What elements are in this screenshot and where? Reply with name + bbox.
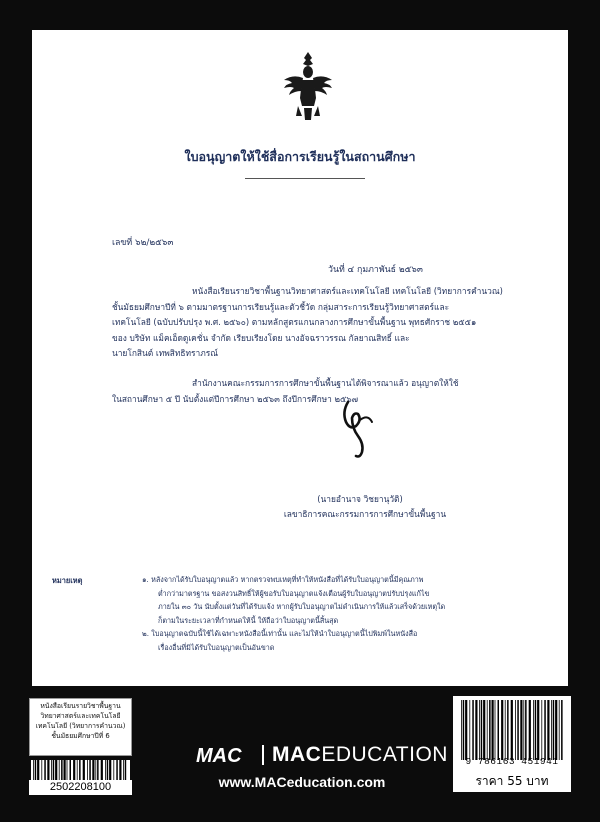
barcode-bar xyxy=(537,700,539,760)
barcode-bar xyxy=(511,700,513,760)
note-line: เรื่องอื่นที่มิได้รับใบอนุญาตเป็นอันขาด xyxy=(158,642,275,652)
paragraph-line: ในสถานศึกษา ๕ ปี นับตั้งแต่ปีการศึกษา ๒๕๖๓ ถึงปีการศึกษา ๒๕๖๗ xyxy=(112,393,358,404)
barcode-bar xyxy=(505,700,506,760)
note-item: ๒. ใบอนุญาตฉบับนี้ใช้ได้เฉพาะหนังสือนี้เท่านั้น และไม่ให้นำใบอนุญาตนี้ไปพิมพ์ในหนังสือ xyxy=(142,629,418,638)
signer-title: เลขาธิการคณะกรรมการการศึกษาขั้นพื้นฐาน xyxy=(283,509,447,519)
document-date: วันที่ ๔ กุมภาพันธ์ ๒๕๖๓ xyxy=(328,265,423,275)
document-title: ใบอนุญาตให้ใช้สื่อการเรียนรู้ในสถานศึกษา xyxy=(184,149,416,164)
brand-divider xyxy=(262,745,264,765)
barcode-bar xyxy=(483,700,485,760)
barcode-bar xyxy=(481,700,483,760)
barcode-bar xyxy=(489,700,491,760)
paragraph-line: นายโกสินต์ เทพสิทธิทราภรณ์ xyxy=(112,348,219,358)
barcode-bar xyxy=(559,700,560,760)
paragraph-line: ของ บริษัท แม็คเอ็ดดูเคชั่น จำกัด เรียบเรียงโดย นางอัจฉราวรรณ กัลยาณสิทธิ์ และ xyxy=(112,332,410,343)
isbn-block xyxy=(453,696,571,792)
paragraph-line: เทคโนโลยี (ฉบับปรับปรุง พ.ศ. ๒๕๖๐) ตามหลักสูตรแกนกลางการศึกษาขั้นพื้นฐาน พุทธศักราช ๒๕๕๑ xyxy=(112,317,477,327)
book-info-line: หนังสือเรียนรายวิชาพื้นฐาน xyxy=(40,702,121,710)
barcode-bar xyxy=(492,700,494,760)
barcode-bar xyxy=(533,700,534,760)
paragraph-line: ชั้นมัธยมศึกษาปีที่ ๖ ตามมาตรฐานการเรียนรู้และตัวชี้วัด กลุ่มสาระการเรียนรู้วิทยาศาสตร์และ xyxy=(112,301,450,312)
note-line: ภายใน ๓๐ วัน นับตั้งแต่วันที่ได้รับแจ้ง หากผู้รับใบอนุญาตไม่ดำเนินการให้แล้วเสร็จด้วยเหตุใด xyxy=(158,602,446,611)
license-paragraph-1 xyxy=(112,284,522,362)
book-info-label xyxy=(29,698,132,756)
publisher-brand xyxy=(196,741,448,769)
brand-name-rest: EDUCATION xyxy=(321,743,448,766)
barcode-bar xyxy=(463,700,465,760)
paragraph-line: สำนักงานคณะกรรมการการศึกษาขั้นพื้นฐานได้พิจารณาแล้ว อนุญาตให้ใช้ xyxy=(192,378,459,388)
barcode-bar xyxy=(472,700,474,760)
barcode-bar xyxy=(544,700,546,760)
product-barcode-number: 2502208100 xyxy=(29,780,132,795)
barcode-bar xyxy=(551,700,552,760)
barcode-bar xyxy=(517,700,519,760)
barcode-bar xyxy=(529,700,531,760)
barcode-bar xyxy=(469,700,470,760)
document-number: เลขที่ ๖๒/๒๕๖๓ xyxy=(112,238,174,248)
barcode-bar xyxy=(507,700,509,760)
book-info-line: วิทยาศาสตร์และเทคโนโลยี xyxy=(40,712,121,720)
barcode-bar xyxy=(535,700,537,760)
price-label: ราคา 55 บาท xyxy=(475,774,549,788)
barcode-bar xyxy=(523,700,524,760)
barcode-bar xyxy=(461,700,462,760)
barcode-bar xyxy=(553,700,555,760)
barcode-bar xyxy=(525,700,527,760)
note-line: ต่ำกว่ามาตรฐาน ขอสงวนสิทธิ์ให้ผู้ขอรับใบอนุญาตแจ้งเตือนผู้รับใบอนุญาตปรับปรุงแก้ไข xyxy=(158,588,430,598)
barcode-bar xyxy=(520,700,522,760)
signer-name: (นายอำนาจ วิชยานุวัติ) xyxy=(317,494,403,504)
barcode-bar xyxy=(561,700,563,760)
barcode-bar xyxy=(498,700,500,760)
barcode-bar xyxy=(475,700,477,760)
barcode-bar xyxy=(541,700,542,760)
notes-list xyxy=(142,573,445,654)
isbn-barcode xyxy=(459,700,565,760)
mac-logo-icon xyxy=(196,745,256,765)
license-document xyxy=(32,30,568,686)
signature-mark xyxy=(334,398,378,460)
logo-text: MAC xyxy=(196,745,242,765)
license-paragraph-2 xyxy=(112,376,522,407)
brand-name-bold: MAC xyxy=(272,743,322,766)
barcode-bar xyxy=(479,700,480,760)
publisher-website: www.MACeducation.com xyxy=(218,774,386,790)
paragraph-line: หนังสือเรียนรายวิชาพื้นฐานวิทยาศาสตร์และเทคโนโลยี เทคโนโลยี (วิทยาการคำนวณ) xyxy=(192,286,503,296)
barcode-bar xyxy=(515,700,516,760)
notes-label: หมายเหตุ xyxy=(52,576,83,585)
barcode-bar xyxy=(495,700,496,760)
barcode-bar xyxy=(465,700,467,760)
barcode-bar xyxy=(487,700,488,760)
note-item: ๑. หลังจากได้รับใบอนุญาตแล้ว หากตรวจพบเหตุที่ทำให้หนังสือที่ได้รับใบอนุญาตนี้มีคุณภาพ xyxy=(142,575,424,584)
title-divider xyxy=(245,178,365,179)
book-info-line: ชั้นมัธยมศึกษาปีที่ 6 xyxy=(51,732,110,740)
note-line: ก็ตามในระยะเวลาที่กำหนดให้นี้ ให้ถือว่าใบอนุญาตนี้สิ้นสุด xyxy=(158,615,339,625)
isbn-number: 9 786163 451941 xyxy=(465,756,559,767)
brand-name xyxy=(272,743,448,767)
garuda-emblem-icon xyxy=(282,50,334,122)
barcode-bar xyxy=(555,700,557,760)
book-info-line: เทคโนโลยี (วิทยาการคำนวณ) xyxy=(35,722,126,730)
barcode-bar xyxy=(501,700,503,760)
barcode-bar xyxy=(547,700,549,760)
